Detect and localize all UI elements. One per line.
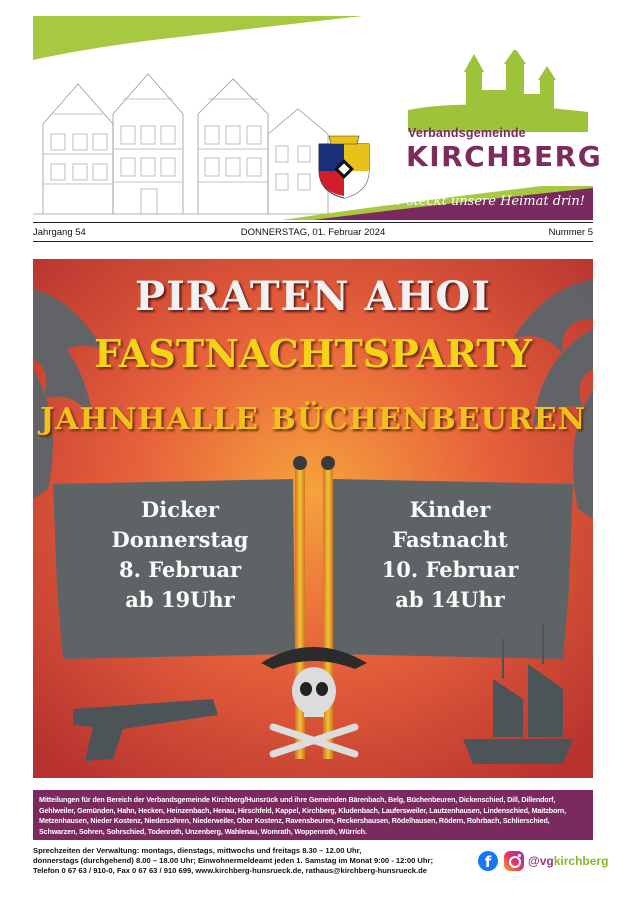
handle-prefix: @vg <box>528 854 554 868</box>
org-line: Verbandsgemeinde <box>408 126 526 140</box>
event-left-line: 8. Februar <box>118 557 242 582</box>
issue-date: DONNERSTAG, 01. Februar 2024 <box>240 227 386 238</box>
header-divider-top <box>33 222 593 223</box>
castle-logo-icon <box>408 50 588 132</box>
poster-headline: PIRATEN AHOI <box>134 273 491 320</box>
event-right-line: Fastnacht <box>392 527 508 552</box>
poster-subheadline: FASTNACHTSPARTY <box>94 331 532 376</box>
handle-suffix: kirchberg <box>553 854 609 868</box>
event-left-line: ab 19Uhr <box>125 587 235 612</box>
masthead <box>33 14 603 218</box>
contact-line: Telefon 0 67 63 / 910-0, Fax 0 67 63 / 910 699, www.kirchberg-hunsrueck.de, rathaus@kirchberg-hunsrueck.de <box>33 865 428 875</box>
coat-of-arms-icon <box>315 134 373 200</box>
office-hours-line: Sprechzeiten der Verwaltung: montags, dienstags, mittwochs und freitags 8.30 – 12.00 Uhr, <box>33 846 362 855</box>
office-hours <box>33 846 453 875</box>
org-name: KIRCHBERG <box>406 140 603 173</box>
poster-venue: JAHNHALLE BÜCHENBEUREN <box>40 402 586 437</box>
event-right-line: ab 14Uhr <box>395 587 505 612</box>
event-left-line: Donnerstag <box>111 527 249 552</box>
event-left <box>85 495 275 615</box>
event-left-line: Dicker <box>141 497 219 522</box>
slogan-text: Hier steckt unsere Heimat drin! <box>373 194 585 209</box>
event-right <box>355 495 545 615</box>
social-handle[interactable] <box>528 854 608 868</box>
office-hours-line: donnerstags (durchgehend) 8.00 – 18.00 Uhr; Einwohnermeldeamt jeden 1. Samstag im Monat 9:00 - 12:00 Uhr; <box>33 855 434 865</box>
issue-number: Nummer 5 <box>548 227 593 238</box>
municipalities-info: Mitteilungen für den Bereich der Verbandsgemeinde Kirchberg/Hunsrück und ihre Gemeinden Bärenbach, Belg, Büchenbeuren, Dickenschied, Dill, Dillendorf, Gehlweiler, Gemünden, Hahn, Hecken, Heinzenbach, Henau, Hirschfeld, Kappel, Kirchberg, Kludenbach, Laufersweiler, Lautzenhausen, Lindenschied, Maitzborn, Metzenhausen, Nieder Kostenz, Niedersohren, Niederweiler, Ober Kostenz, Ravensbeuren, Reckershausen, Rödelhausen, Rödern, Rohrbach, Schlierschied, Schwarzen, Sohren, Sohrschied, Todenroth, Unzenberg, Wahlenau, Womrath, Woppenroth, Würrich. <box>33 790 593 840</box>
social-links <box>478 851 609 873</box>
facebook-icon[interactable]: f <box>478 851 498 871</box>
instagram-icon[interactable] <box>504 851 524 871</box>
event-right-line: 10. Februar <box>381 557 519 582</box>
header-divider-bottom <box>33 241 593 242</box>
volume-label: Jahrgang 54 <box>33 227 86 238</box>
event-poster <box>33 259 593 778</box>
event-right-line: Kinder <box>409 497 491 522</box>
